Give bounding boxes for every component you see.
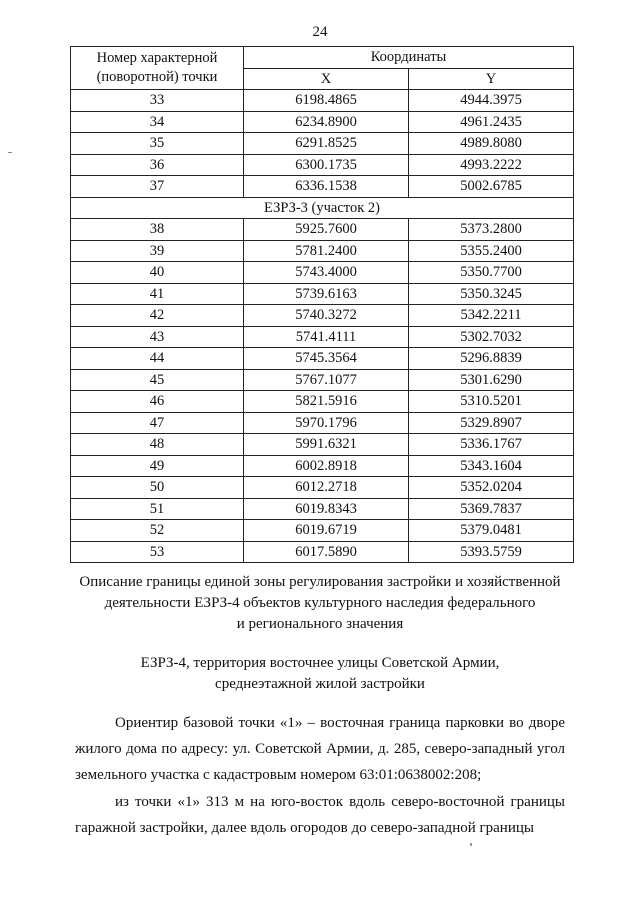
cell-y: 5342.2211 xyxy=(409,305,574,327)
cell-x: 5745.3564 xyxy=(244,348,409,370)
coordinates-table xyxy=(70,46,574,563)
cell-x: 5743.4000 xyxy=(244,262,409,284)
cell-x: 5821.5916 xyxy=(244,391,409,413)
cell-x: 5739.6163 xyxy=(244,283,409,305)
cell-y: 5310.5201 xyxy=(409,391,574,413)
table-row xyxy=(71,455,574,477)
scan-artifact xyxy=(8,152,12,153)
table-row xyxy=(71,111,574,133)
table-row xyxy=(71,262,574,284)
cell-x: 6019.6719 xyxy=(244,520,409,542)
cell-point: 38 xyxy=(71,219,244,241)
cell-x: 6336.1538 xyxy=(244,176,409,198)
cell-y: 5302.7032 xyxy=(409,326,574,348)
cell-point: 40 xyxy=(71,262,244,284)
cell-x: 5781.2400 xyxy=(244,240,409,262)
cell-point: 48 xyxy=(71,434,244,456)
zone-heading xyxy=(60,653,580,695)
cell-y: 5296.8839 xyxy=(409,348,574,370)
header-point-number: Номер характерной (поворотной) точки xyxy=(71,47,244,90)
description-heading xyxy=(60,572,580,635)
cell-point: 52 xyxy=(71,520,244,542)
zone-heading-line: ЕЗРЗ-4, территория восточнее улицы Советской Армии, xyxy=(140,655,500,671)
cell-x: 5991.6321 xyxy=(244,434,409,456)
cell-x: 6012.2718 xyxy=(244,477,409,499)
cell-y: 5343.1604 xyxy=(409,455,574,477)
cell-y: 5352.0204 xyxy=(409,477,574,499)
cell-y: 5002.6785 xyxy=(409,176,574,198)
table-row xyxy=(71,434,574,456)
cell-point: 33 xyxy=(71,90,244,112)
cell-x: 6017.5890 xyxy=(244,541,409,563)
cell-y: 5355.2400 xyxy=(409,240,574,262)
paragraph-route: из точки «1» 313 м на юго-восток вдоль северо-восточной границы гаражной застройки, далее вдоль огородов до северо-западной границы xyxy=(75,794,565,836)
table-row xyxy=(71,498,574,520)
table-row xyxy=(71,154,574,176)
table-row xyxy=(71,369,574,391)
cell-point: 53 xyxy=(71,541,244,563)
table-row xyxy=(71,176,574,198)
description-heading-line: Описание границы единой зоны регулирования застройки и хозяйственной xyxy=(79,574,561,590)
description-heading-line: и регионального значения xyxy=(236,616,404,632)
page-number: 24 xyxy=(312,24,328,40)
table-row xyxy=(71,305,574,327)
cell-point: 44 xyxy=(71,348,244,370)
cell-x: 6234.8900 xyxy=(244,111,409,133)
table-body-bottom xyxy=(71,219,574,563)
header-coordinates: Координаты xyxy=(244,47,574,69)
cell-x: 6019.8343 xyxy=(244,498,409,520)
table-row xyxy=(71,477,574,499)
cell-x: 5925.7600 xyxy=(244,219,409,241)
cell-y: 5393.5759 xyxy=(409,541,574,563)
cell-y: 5329.8907 xyxy=(409,412,574,434)
cell-x: 6300.1735 xyxy=(244,154,409,176)
header-y: Y xyxy=(409,68,574,90)
cell-y: 5350.3245 xyxy=(409,283,574,305)
table-row xyxy=(71,219,574,241)
cell-point: 34 xyxy=(71,111,244,133)
cell-x: 6002.8918 xyxy=(244,455,409,477)
section-row xyxy=(71,197,574,219)
cell-y: 5301.6290 xyxy=(409,369,574,391)
cell-point: 47 xyxy=(71,412,244,434)
table-row xyxy=(71,520,574,542)
table-row xyxy=(71,348,574,370)
zone-heading-line: среднеэтажной жилой застройки xyxy=(215,676,425,692)
cell-point: 37 xyxy=(71,176,244,198)
description-heading-line: деятельности ЕЗРЗ-4 объектов культурного наследия федерального xyxy=(104,595,536,611)
cell-y: 5373.2800 xyxy=(409,219,574,241)
table-row xyxy=(71,326,574,348)
table-row xyxy=(71,283,574,305)
cell-y: 4944.3975 xyxy=(409,90,574,112)
cell-point: 45 xyxy=(71,369,244,391)
cell-y: 4993.2222 xyxy=(409,154,574,176)
section-label: ЕЗРЗ-3 (участок 2) xyxy=(71,197,574,219)
cell-y: 4989.8080 xyxy=(409,133,574,155)
cell-point: 46 xyxy=(71,391,244,413)
cell-x: 5740.3272 xyxy=(244,305,409,327)
cell-point: 39 xyxy=(71,240,244,262)
cell-x: 6291.8525 xyxy=(244,133,409,155)
cell-point: 49 xyxy=(71,455,244,477)
scan-artifact xyxy=(470,843,472,846)
cell-y: 4961.2435 xyxy=(409,111,574,133)
table-body-top xyxy=(71,90,574,198)
cell-y: 5350.7700 xyxy=(409,262,574,284)
cell-y: 5379.0481 xyxy=(409,520,574,542)
cell-point: 36 xyxy=(71,154,244,176)
cell-point: 43 xyxy=(71,326,244,348)
table-row xyxy=(71,541,574,563)
cell-x: 6198.4865 xyxy=(244,90,409,112)
cell-x: 5767.1077 xyxy=(244,369,409,391)
cell-y: 5369.7837 xyxy=(409,498,574,520)
cell-x: 5970.1796 xyxy=(244,412,409,434)
cell-y: 5336.1767 xyxy=(409,434,574,456)
table-row xyxy=(71,90,574,112)
cell-point: 35 xyxy=(71,133,244,155)
cell-point: 51 xyxy=(71,498,244,520)
table-row xyxy=(71,240,574,262)
paragraph-base-point: Ориентир базовой точки «1» – восточная граница парковки во дворе жилого дома по адресу: ул. Советской Армии, д. 285, северо-западный угол земельного участка с кадастровым номером 63:01:0638002:208; xyxy=(75,715,565,783)
cell-point: 41 xyxy=(71,283,244,305)
table-row xyxy=(71,412,574,434)
cell-point: 50 xyxy=(71,477,244,499)
cell-x: 5741.4111 xyxy=(244,326,409,348)
table-row xyxy=(71,391,574,413)
header-x: X xyxy=(244,68,409,90)
cell-point: 42 xyxy=(71,305,244,327)
table-row xyxy=(71,133,574,155)
